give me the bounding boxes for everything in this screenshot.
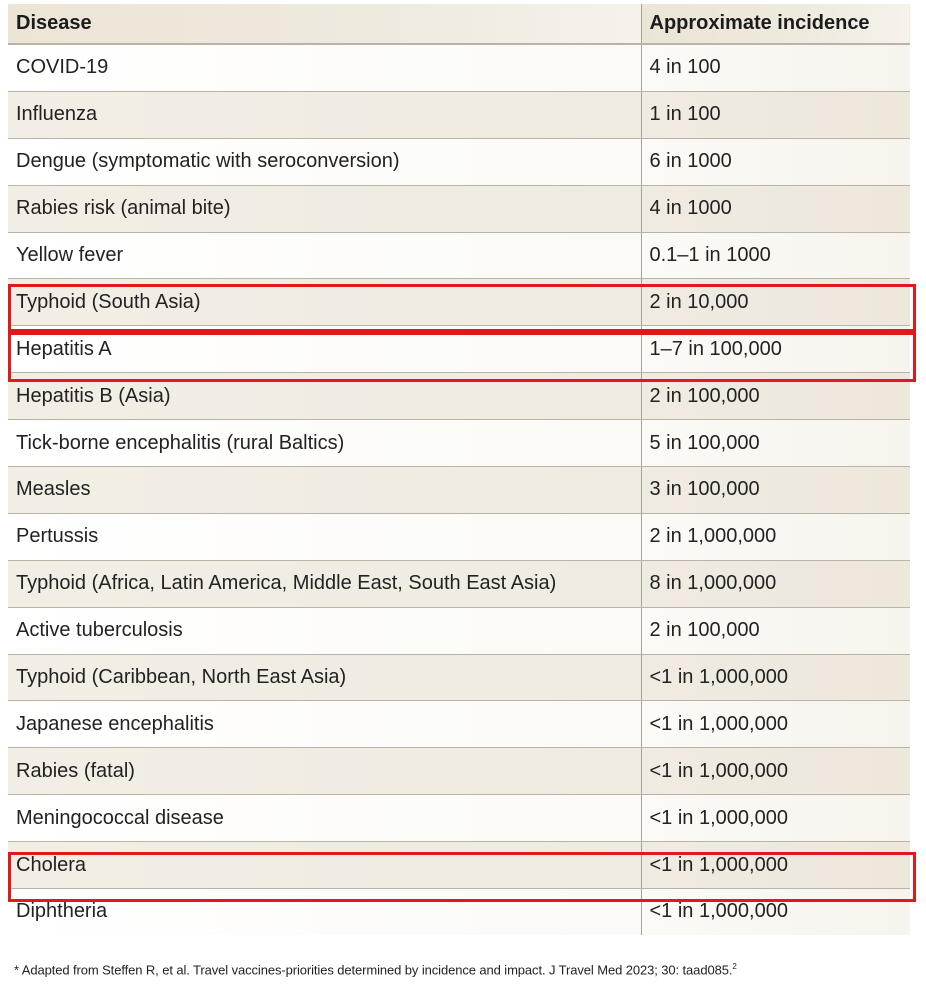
disease-cell: Hepatitis A [8, 326, 641, 373]
incidence-cell: 1–7 in 100,000 [641, 326, 910, 373]
disease-cell: Rabies risk (animal bite) [8, 185, 641, 232]
table-row [8, 654, 910, 701]
table-row [8, 91, 910, 138]
incidence-cell: 2 in 100,000 [641, 373, 910, 420]
table-row [8, 138, 910, 185]
disease-cell: Influenza [8, 91, 641, 138]
table-row [8, 607, 910, 654]
incidence-cell: <1 in 1,000,000 [641, 889, 910, 935]
table-row-highlighted [8, 842, 910, 889]
table-row-highlighted [8, 326, 910, 373]
incidence-cell: 6 in 1000 [641, 138, 910, 185]
disease-cell: Active tuberculosis [8, 607, 641, 654]
incidence-cell: 0.1–1 in 1000 [641, 232, 910, 279]
source-footnote [14, 962, 737, 977]
disease-cell: Hepatitis B (Asia) [8, 373, 641, 420]
table-row [8, 44, 910, 91]
disease-cell: Cholera [8, 842, 641, 889]
disease-cell: Dengue (symptomatic with seroconversion) [8, 138, 641, 185]
disease-cell: Measles [8, 467, 641, 514]
incidence-cell: <1 in 1,000,000 [641, 795, 910, 842]
incidence-cell: 4 in 100 [641, 44, 910, 91]
footnote-reference: 2 [732, 962, 737, 971]
table-row [8, 420, 910, 467]
disease-cell: Meningococcal disease [8, 795, 641, 842]
table-row [8, 795, 910, 842]
footnote-text: * Adapted from Steffen R, et al. Travel vaccines-priorities determined by incidence and impact. J Travel Med 2023; 30: taad085. [14, 962, 733, 978]
table-row [8, 748, 910, 795]
disease-cell: Rabies (fatal) [8, 748, 641, 795]
disease-cell: Japanese encephalitis [8, 701, 641, 748]
incidence-cell: 2 in 100,000 [641, 607, 910, 654]
disease-cell: Typhoid (South Asia) [8, 279, 641, 326]
disease-cell: Diphtheria [8, 889, 641, 935]
table-row [8, 185, 910, 232]
disease-cell: Yellow fever [8, 232, 641, 279]
disease-cell: Pertussis [8, 513, 641, 560]
table-row [8, 701, 910, 748]
incidence-cell: <1 in 1,000,000 [641, 748, 910, 795]
table-row [8, 467, 910, 514]
disease-cell: Typhoid (Caribbean, North East Asia) [8, 654, 641, 701]
disease-cell: Typhoid (Africa, Latin America, Middle East, South East Asia) [8, 560, 641, 607]
incidence-cell: <1 in 1,000,000 [641, 842, 910, 889]
header-approximate-incidence: Approximate incidence [641, 4, 910, 44]
incidence-cell: 8 in 1,000,000 [641, 560, 910, 607]
incidence-cell: 1 in 100 [641, 91, 910, 138]
incidence-table [8, 4, 910, 935]
table-row [8, 232, 910, 279]
incidence-cell: <1 in 1,000,000 [641, 654, 910, 701]
incidence-table-container [8, 4, 910, 935]
disease-cell: COVID-19 [8, 44, 641, 91]
header-disease: Disease [8, 4, 641, 44]
table-row [8, 373, 910, 420]
table-row [8, 889, 910, 935]
table-row [8, 513, 910, 560]
disease-cell: Tick-borne encephalitis (rural Baltics) [8, 420, 641, 467]
incidence-cell: 4 in 1000 [641, 185, 910, 232]
incidence-cell: 5 in 100,000 [641, 420, 910, 467]
table-row-highlighted [8, 279, 910, 326]
incidence-cell: 3 in 100,000 [641, 467, 910, 514]
incidence-cell: <1 in 1,000,000 [641, 701, 910, 748]
table-row [8, 560, 910, 607]
table-header-row [8, 4, 910, 44]
incidence-cell: 2 in 1,000,000 [641, 513, 910, 560]
incidence-cell: 2 in 10,000 [641, 279, 910, 326]
